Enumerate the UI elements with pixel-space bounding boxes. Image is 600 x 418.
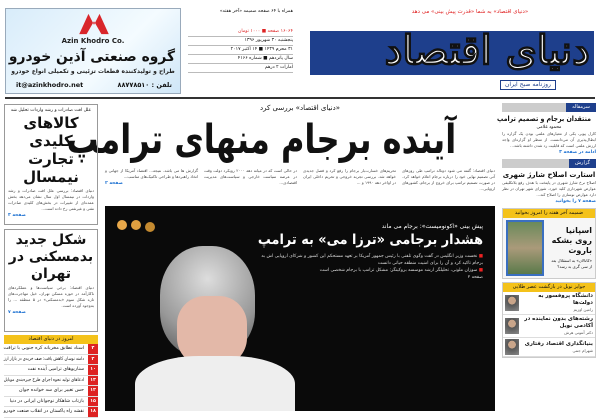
editorial-more-link[interactable]: ادامه در صفحه ۳ [559, 150, 596, 155]
today-item[interactable] [4, 355, 98, 366]
photo-bullet-text: سوزان ملونی، تحلیلگر ارشد موسسه بروکینگز: مشکل ترامپ با برجام شخصی است [319, 268, 478, 273]
nobel-item-title: دانشگاه پروفسور به دولت‌ها [538, 293, 593, 306]
editorial-author: محمود غلامی [536, 125, 562, 130]
supplement-note: همراه با ۶۴ صفحه ضمیمه «آخر هفته» [219, 9, 293, 14]
main-body-col: تحریم‌های خسارت‌بار برجام را رفع کرد و فصل جدیدی خواهد شد. بررسی تجربه خروجی و تحریم داخلی ایران در اواخر دهه ۱۹۹۰ و ... [303, 168, 396, 185]
header-divider [5, 97, 595, 99]
ad-phone: تلفن : ۸۸۷۷۸۵۱۰ [117, 81, 172, 89]
supplement-cover [506, 220, 544, 276]
lamp-lights [117, 220, 127, 230]
supplement-sub: «کاتالان» به استقلال بعد از سی گری بد رسد؟ [551, 258, 592, 269]
main-body-col: در حالی است که در میانه دهه ۲۰۰۰ رویکرد دولت وقت در عرصه سیاست خارجی و سیاست‌های مدیریت اقتصادی... [204, 168, 298, 185]
today-item-text: حس تغییر برای سه خوانده جوان [19, 388, 84, 393]
issue-date-other: ۳۱ محرم ۱۴۳۹ ■ ۱۴ اکتبر ۲۰۱۷ [188, 46, 293, 55]
azin-logo-icon [74, 12, 114, 36]
ad-email[interactable]: it@azinkhodro.net [16, 81, 84, 89]
supplement-title: ضمیمه آخر هفته را امروز بخوانید [503, 209, 595, 218]
supplement-headline: اسپانیا روی بشکه باروت [551, 226, 592, 255]
masthead-subtitle: روزنامه صبح ایران [500, 80, 556, 90]
editorial[interactable] [497, 103, 596, 156]
main-photo [105, 206, 495, 411]
page-number: ۱۳ [88, 376, 98, 386]
story-trade[interactable] [4, 104, 98, 225]
nobel-item-author: شهرام جنتی [572, 347, 593, 353]
azin-khodro-ad[interactable] [5, 8, 181, 94]
story-more-link[interactable]: صفحه ۳ [8, 213, 26, 218]
today-item-text: نقشه راه پاکستان در انقلاب صنعت خودرو [3, 409, 84, 414]
today-item-text: بازتاب شاهکار نوجوانان ایرانی در دنیا [9, 398, 84, 404]
photo-bullet: ■ سوزان ملونی، تحلیلگر ارشد موسسه بروکینگز: مشکل ترامپ با برجام شخصی است [319, 268, 483, 273]
weekend-supplement[interactable] [502, 208, 596, 279]
page-number: ۱۴ [88, 386, 98, 396]
section-label: سرمقاله [566, 103, 596, 112]
report-body: اصلاح نرخ شارژ شهری در پایتخت با هدف رفع بلاتکلیفی عوارض شهرداری کلید خورد. شورای شهر تهران در نظر دارد عوارض نوسازی را اصلاح کند... [502, 180, 596, 197]
today-list [4, 335, 98, 418]
tagline: «دنیای اقتصاد» به شما «قدرت پیش بینی» می دهد [411, 9, 529, 15]
page-number: ۱۵ [88, 397, 98, 407]
story-body: دنیای اقتصاد: برخی سیاست‌ها و عملکردهای ناکارآمد در حوزه مسکن تهران، خیل مهاجرت‌های تازه شکل سوم «بدمسکنی» در ۵ منطقه ... را به‌وجود آورده است. [8, 285, 94, 308]
author-photo [505, 339, 519, 355]
nobel-list [502, 282, 596, 358]
today-item-text: سناریوهای ترامپی آینده نفت [27, 367, 84, 372]
today-item[interactable] [4, 365, 98, 376]
story-headline: کالاهای کلیدی تجارت نیمسال [23, 114, 79, 186]
main-body [105, 168, 495, 204]
today-item[interactable] [4, 344, 98, 355]
photo-bullet-text: نخست وزیر انگلیس در گفت وگوی تلفنی با رئیس جمهور آمریکا بر تعهد مستحکم این کشور و شرکای اروپایی اش به برجام تاکید کرد و آن را برای امنیت منطقه حیاتی دانست [261, 254, 483, 266]
editorial-headline: منتقدان برجام و تصمیم ترامپ [497, 115, 592, 123]
today-item[interactable] [4, 407, 98, 418]
page-number: ۴ [88, 355, 98, 365]
issue-number: سال پانزدهم ■ شماره ۴۱۶۶ [188, 55, 293, 64]
main-body-col: گزارش ها می باشد. نتیجه... اقتصاد آمریکا از جهانی و اتخاذ راهبردها و طراحی تاکتیک‌های مناسب... [105, 168, 198, 179]
today-item[interactable] [4, 397, 98, 408]
page-number: ۱۸ [88, 407, 98, 417]
today-item-text: دامنه نوسان کاهش یافت: صف خریدی در بازار ارز [3, 356, 84, 362]
issue-price: ۱۶۰۶۴ صفحه ■ ۱۰۰۰ تومان [188, 28, 293, 37]
main-more-link[interactable]: صفحه ۲ [105, 181, 123, 186]
today-item-text: ادعاهای تولید نحوه اجرای طرح جیره‌بندی موبایل [3, 377, 84, 383]
nobel-item[interactable] [503, 338, 595, 357]
main-kicker: «دنیای اقتصاد» بررسی کرد [260, 104, 340, 112]
today-item-text: اسناد تطابق مخربانه کره جنوبی با ترافت [3, 346, 85, 351]
ad-title: گروه صنعتی آذین خودرو [8, 49, 176, 65]
nobel-item-title: بنیانگذاری اقتصاد رفتاری [524, 340, 593, 347]
right-column [497, 103, 596, 358]
report-headline: استارت اصلاح شارژ شهری [502, 171, 596, 179]
story-headline: شکل جدید بدمسکنی در تهران [8, 232, 94, 282]
masthead-logo[interactable]: دنیای اقتصاد [384, 27, 590, 74]
ad-subtitle: طراح و تولیدکننده قطعات تزئینی و تکمیلی انواع خودرو [11, 68, 175, 75]
photo-headline[interactable]: هشدار برجامی «ترزا می» به ترامپ [257, 232, 483, 248]
main-headline[interactable]: آینده برجام منهای ترامپ [66, 117, 457, 163]
author-photo [505, 295, 519, 311]
nobel-item[interactable] [503, 292, 595, 315]
issue-info [188, 28, 293, 73]
nobel-item-title: رشته‌های بدون نماینده در آکادمی نوبل [524, 316, 593, 329]
page-number: ۱۰ [88, 365, 98, 375]
today-item[interactable] [4, 376, 98, 387]
nobel-item[interactable] [503, 315, 595, 338]
ad-brand: Azin Khodro Co. [61, 37, 125, 45]
story-kicker: علل افت صادرات و رشد واردات تحلیل شد [10, 108, 92, 113]
photo-more-link[interactable]: صفحه ۲ [467, 275, 483, 280]
issue-date-solar: پنجشنبه ۳۰ شهریور ۱۳۹۶ [188, 37, 293, 46]
main-body-col: دنیای اقتصاد: گفته می شود دونالد ترامپ طی روزهای آتی تصمیم نهایی خود را درباره برجام اعلام خواهد کرد. در صورت تصمیم ترامپ برای خروج از برجام، کشورهای اروپایی... [402, 168, 495, 191]
section-label: گزارش [569, 159, 596, 168]
portrait-jacket [135, 356, 295, 411]
author-photo [505, 318, 519, 334]
photo-bullet: ■ نخست وزیر انگلیس در گفت وگوی تلفنی با رئیس جمهور آمریکا بر تعهد مستحکم این کشور و شرکای اروپایی اش به برجام تاکید کرد و آن را برای امنیت منطقه حیاتی دانست [261, 254, 483, 266]
page-number: ۴ [88, 344, 98, 354]
nobel-item-author: دکتر آنتونی هرش [564, 330, 593, 335]
story-body: دنیای اقتصاد: بررسی علل افت صادرات و رشد واردات در نیمسال اول سال نشان می‌دهد بخش عمده‌ای از تغییرات در بخش‌های کلیدی صادرات نفتی و غیرنفتی رخ داده است... [8, 188, 94, 211]
report[interactable] [502, 159, 596, 205]
story-more-link[interactable]: صفحه ۷ [8, 310, 26, 315]
nobel-title: جوایز نوبل در بازگشت عصر طلایی [503, 283, 595, 292]
today-title: امروز در دنیای اقتصاد [4, 335, 98, 344]
report-more-link[interactable]: صفحه ۷ را بخوانید [555, 199, 596, 204]
issue-uae-price: امارات ۲ درهم [188, 64, 293, 73]
editorial-body: کارل پوپر، یکی از معیارهای علمی بودن یک گزاره را ابطال‌پذیری آن می‌دانست. از منظر او گزاره‌ای واجد ارزش علمی است که قابلیت رد شدن داشته باشد... [502, 131, 596, 148]
photo-story [258, 222, 483, 281]
story-housing[interactable] [4, 229, 98, 332]
today-item[interactable] [4, 386, 98, 397]
photo-kicker: پیش بینی «اکونومیست»: برجام می ماند [381, 223, 483, 230]
nobel-item-author: رامین اوزیم [573, 307, 593, 312]
